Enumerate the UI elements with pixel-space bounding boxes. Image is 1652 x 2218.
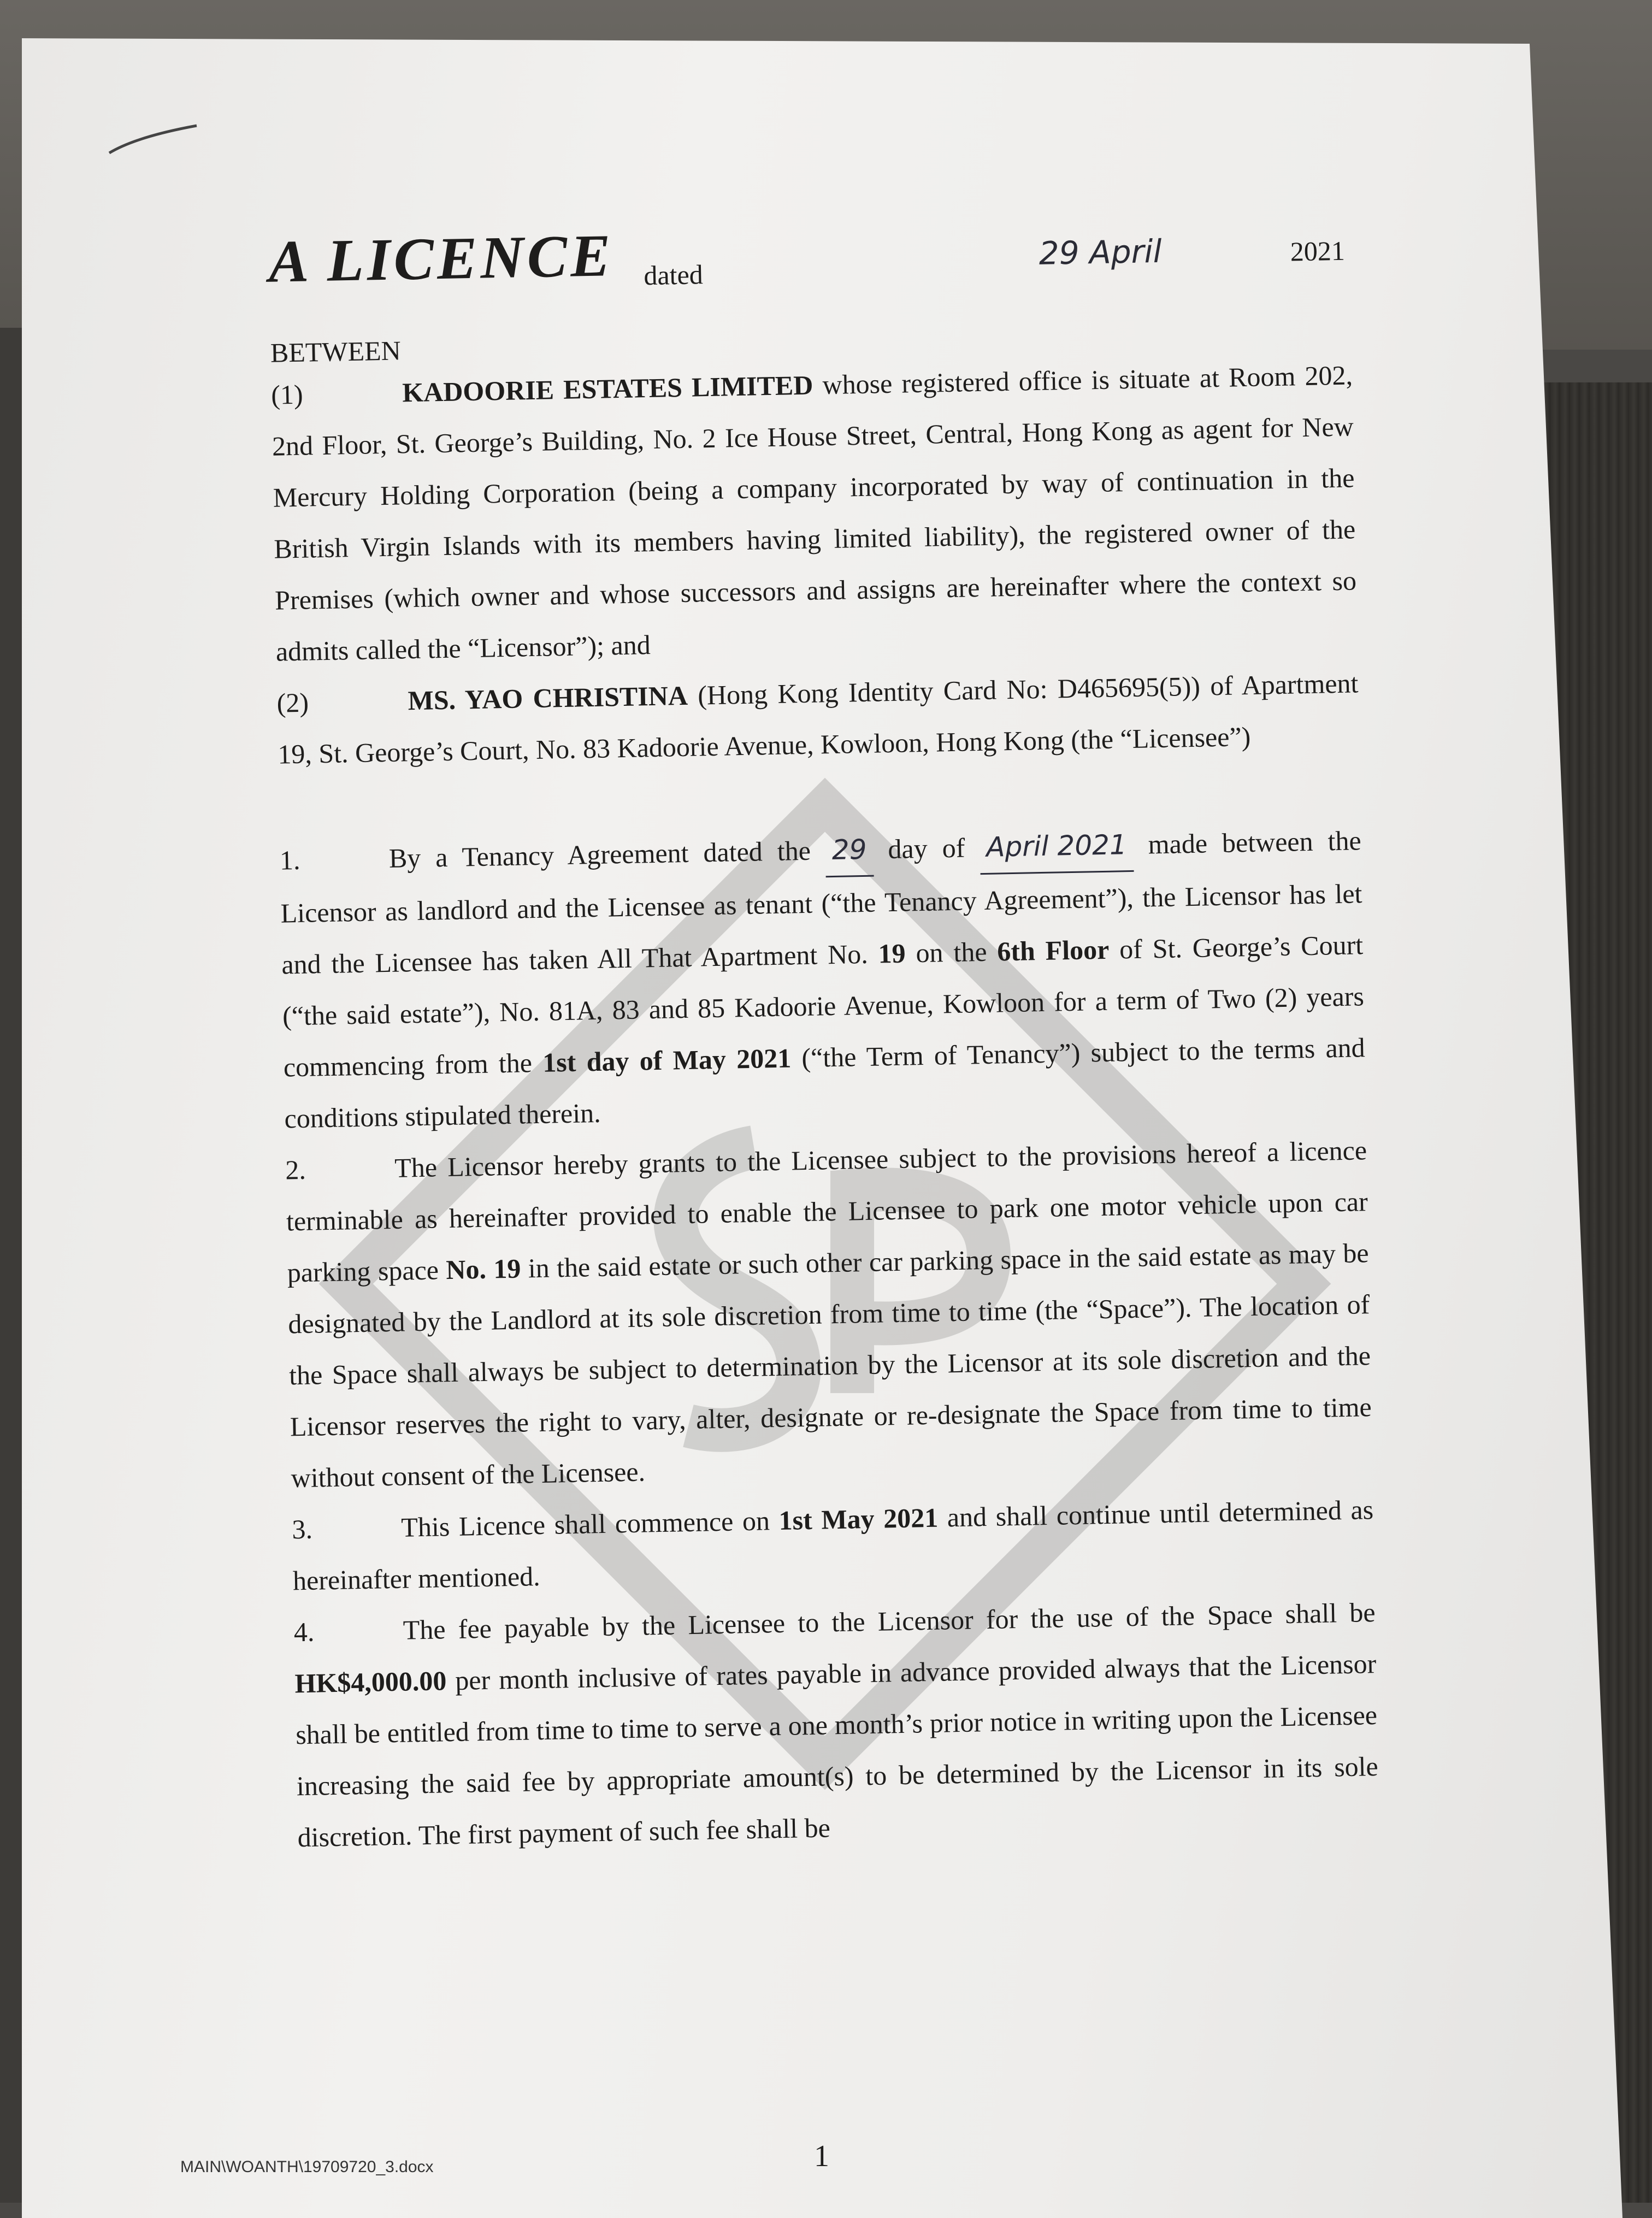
clause-1-text-e: of St. George’s Court (“the said estate”), No. 81A, 83 and 85 Kadoorie Avenue, Kowloon for a term of Two (2) years commencing from the bbox=[282, 929, 1365, 1083]
party-2-text: (Hong Kong Identity Card No: D465695(5)) of Apartment 19, St. George’s Court, No. 83 Kadoorie Avenue, Kowloon, Hong Kong (the “Licensee”) bbox=[277, 668, 1359, 770]
clause-1-number: 1. bbox=[279, 844, 300, 876]
clause-1-text-a: By a Tenancy Agreement dated the bbox=[388, 835, 811, 874]
clause-1 bbox=[154, 815, 1366, 1146]
title-dated-label: dated bbox=[643, 259, 704, 291]
party-1-number: (1) bbox=[270, 379, 304, 410]
clause-1-text-b: day of bbox=[887, 832, 965, 865]
handwritten-date: 29 April bbox=[1039, 232, 1163, 272]
document-body bbox=[142, 184, 1494, 1866]
clause-1-handwritten-month: April 2021 bbox=[979, 819, 1134, 875]
document-title: A LICENCE bbox=[268, 222, 615, 295]
party-1-text: whose registered office is situate at Room 202, 2nd Floor, St. George’s Building, No. 2 Ice House Street, Central, Hong Kong as agent for New Mercury Holding Corporation (being a company incorporated by way of continuation in the British Virgin Islands with its members having limited liability), the registered owner of the Premises (which owner and whose successors and assigns are hereinafter where the context so admits called the “Licensor”); and bbox=[272, 359, 1357, 667]
clause-1-text-c: made between the Licensor as landlord and the Licensee as tenant (“the Tenancy Agreement”), the Licensor has let and the Licensee has taken All That Apartment No. bbox=[280, 825, 1362, 980]
party-1 bbox=[145, 349, 1358, 679]
clause-3-text-b: and shall continue until determined as hereinafter mentioned. bbox=[292, 1494, 1374, 1596]
clause-4-text-a: The fee payable by the Licensee to the Licensor for the use of the Space shall be bbox=[403, 1597, 1376, 1645]
page-number: 1 bbox=[814, 2139, 829, 2173]
between-heading: BETWEEN bbox=[270, 335, 402, 368]
clause-4-number: 4. bbox=[293, 1616, 315, 1648]
party-1-name: KADOORIE ESTATES LIMITED bbox=[402, 369, 813, 408]
footer-file-reference: MAIN\WOANTH\19709720_3.docx bbox=[180, 2158, 434, 2176]
clause-2 bbox=[160, 1124, 1373, 1506]
clause-2-text-a: The Licensor hereby grants to the Licensee subject to the provisions hereof a licence terminable as hereinafter provided to enable the Licensee to park one motor vehicle upon car parking space bbox=[286, 1135, 1368, 1288]
clause-2-space-number: No. 19 bbox=[445, 1253, 521, 1285]
clause-3-number: 3. bbox=[291, 1513, 313, 1545]
pen-mark-icon bbox=[104, 115, 202, 164]
clause-3-text-a: This Licence shall commence on bbox=[400, 1505, 770, 1543]
clause-2-text-b: in the said estate or such other car parking space in the said estate as may be designated by the Landlord at its sole discretion from time to time (the “Space”). The location of the Space shall always be subject to determination by the Licensor at its sole discretion and the Licensor reserves the right to vary, alter, designate or re-designate the Space from time to time without consent of the Licensee. bbox=[287, 1237, 1372, 1494]
clause-1-start-date: 1st day of May 2021 bbox=[542, 1042, 792, 1078]
clause-4 bbox=[168, 1586, 1379, 1865]
title-year: 2021 bbox=[1290, 235, 1346, 267]
clause-1-text-f: (“the Term of Tenancy”) subject to the terms and conditions stipulated therein. bbox=[284, 1032, 1366, 1134]
party-2-name: MS. YAO CHRISTINA bbox=[408, 680, 688, 716]
clause-1-apartment: 19 bbox=[878, 937, 906, 969]
clause-2-number: 2. bbox=[285, 1154, 306, 1185]
clause-1-handwritten-day: 29 bbox=[825, 824, 874, 878]
clause-1-text-d: on the bbox=[915, 936, 987, 969]
clause-4-amount: HK$4,000.00 bbox=[294, 1665, 447, 1699]
clause-4-text-b: per month inclusive of rates payable in advance provided always that the Licensor shall be entitled from time to time to serve a one month’s prior notice in writing upon the Licensee increasing the said fee by appropriate amount(s) to be determined by the Licensor in its sole discretion. The first payment of such fee shall be bbox=[295, 1648, 1379, 1853]
clause-1-floor: 6th Floor bbox=[996, 934, 1110, 967]
clause-3-date: 1st May 2021 bbox=[778, 1502, 939, 1536]
party-2-number: (2) bbox=[276, 687, 309, 718]
